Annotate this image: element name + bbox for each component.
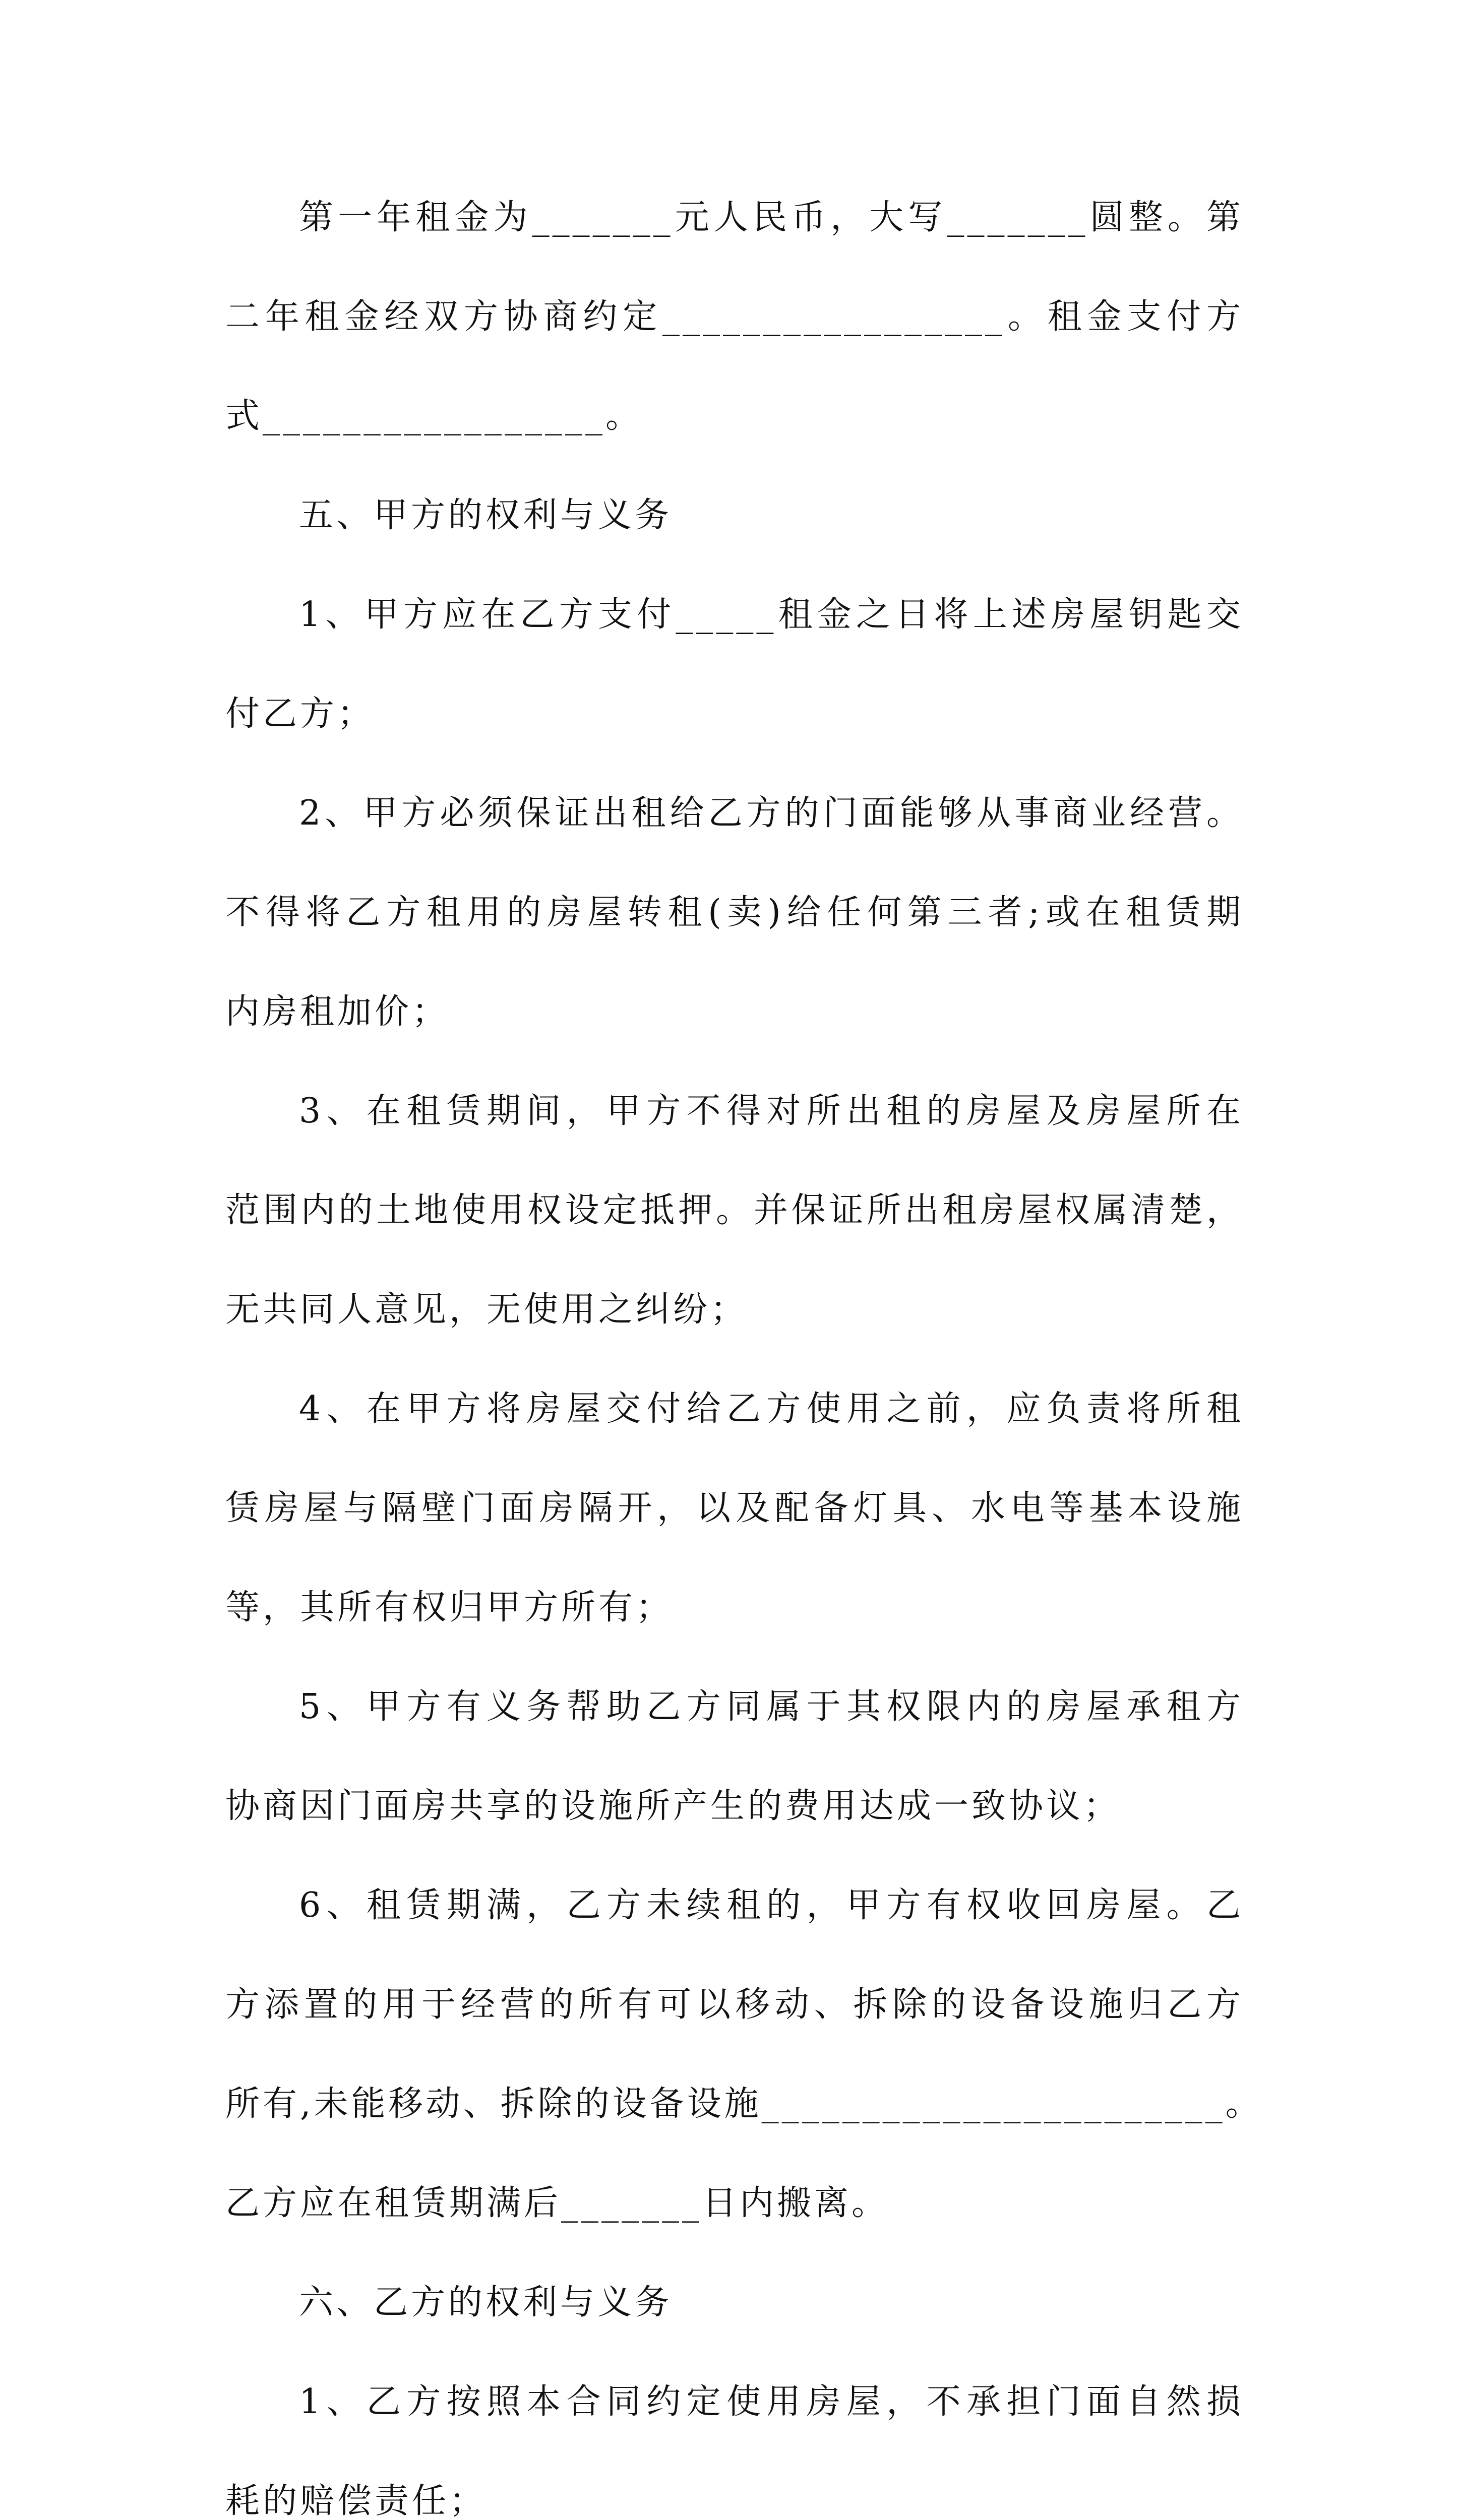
text-line: 第一年租金为_______元人民币，大写_______圆整。第	[299, 198, 1244, 237]
text-line: 式_________________。	[225, 396, 643, 436]
text-line: 3、在租赁期间，甲方不得对所出租的房屋及房屋所在	[299, 1091, 1244, 1131]
text-line: 二年租金经双方协商约定_________________。租金支付方	[225, 297, 1244, 337]
text-line: 内房租加价；	[225, 992, 450, 1032]
text-line: 赁房屋与隔壁门面房隔开，以及配备灯具、水电等基本设施	[225, 1488, 1244, 1528]
section-heading: 六、乙方的权利与义务	[299, 2283, 673, 2322]
text-line: 4、在甲方将房屋交付给乙方使用之前，应负责将所租	[299, 1389, 1244, 1429]
text-line: 2、甲方必须保证出租给乙方的门面能够从事商业经营。	[299, 793, 1244, 833]
text-line: 1、甲方应在乙方支付_____租金之日将上述房屋钥匙交	[299, 595, 1244, 635]
text-line: 乙方应在租赁期满后_______日内搬离。	[225, 2183, 889, 2223]
text-line: 1、乙方按照本合同约定使用房屋，不承担门面自然损	[299, 2382, 1244, 2422]
text-line: 等，其所有权归甲方所有；	[225, 1588, 674, 1627]
text-line: 5、甲方有义务帮助乙方同属于其权限内的房屋承租方	[299, 1687, 1244, 1727]
document-body	[225, 193, 1263, 2520]
text-line: 方添置的用于经营的所有可以移动、拆除的设备设施归乙方	[225, 1985, 1244, 2025]
section-heading: 五、甲方的权利与义务	[299, 495, 673, 535]
text-line: 所有,未能移动、拆除的设备设施_______________________。	[225, 2084, 1263, 2124]
text-line: 无共同人意见，无使用之纠纷；	[225, 1290, 748, 1330]
text-line: 不得将乙方租用的房屋转租(卖)给任何第三者;或在租赁期	[225, 893, 1244, 932]
text-line: 付乙方；	[225, 694, 375, 734]
text-line: 6、租赁期满，乙方未续租的，甲方有权收回房屋。乙	[299, 1885, 1244, 1925]
text-line: 耗的赔偿责任；	[225, 2481, 487, 2520]
text-line: 范围内的土地使用权设定抵押。并保证所出租房屋权属清楚，	[225, 1190, 1244, 1230]
text-line: 协商因门面房共享的设施所产生的费用达成一致协议；	[225, 1786, 1121, 1826]
